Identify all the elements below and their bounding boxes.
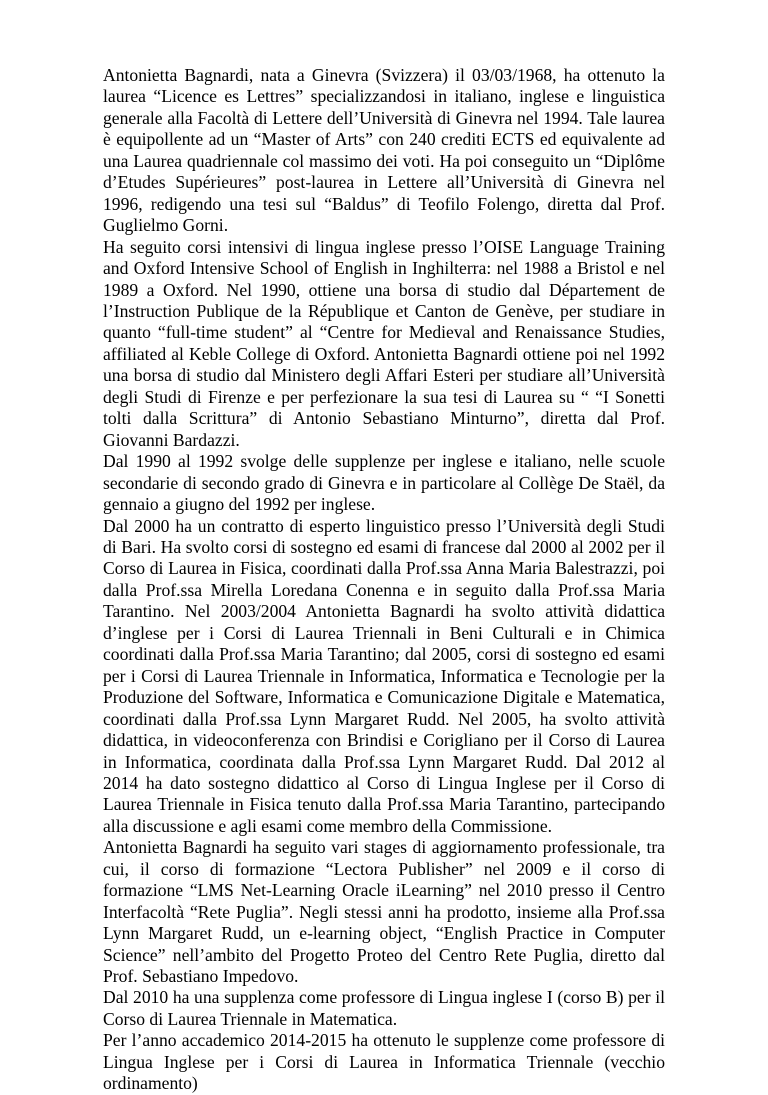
paragraph-bari-contract: Dal 2000 ha un contratto di esperto linguistico presso l’Università degli Studi di Bari. Ha svolto corsi di sostegno ed esami di francese dal 2000 al 2002 per il Corso di Laurea in Fisica, coordinati dalla Prof.ssa Anna Maria Balestrazzi, poi dalla Prof.ssa Mirella Loredana Conenna e in seguito dalla Prof.ssa Maria Tarantino. Nel 2003/2004 Antonietta Bagnardi ha svolto attività didattica d’inglese per i Corsi di Laurea Triennali in Beni Culturali e in Chimica coordinati dalla Prof.ssa Maria Tarantino; dal 2005, corsi di sostegno ed esami per i Corsi di Laurea Triennale in Informatica, Informatica e Tecnologie per la Produzione del Software, Informatica e Comunicazione Digitale e Matematica, coordinati dalla Prof.ssa Lynn Margaret Rudd. Nel 2005, ha svolto attività didattica, in videoconferenza con Brindisi e Corigliano per il Corso di Laurea in Informatica, coordinata dalla Prof.ssa Lynn Margaret Rudd. Dal 2012 al 2014 ha dato sostegno didattico al Corso di Lingua Inglese per il Corso di Laurea Triennale in Fisica tenuto dalla Prof.ssa Maria Tarantino, partecipando alla discussione e agli esami come membro della Commissione. [103, 515, 665, 836]
paragraph-language-courses: Ha seguito corsi intensivi di lingua inglese presso l’OISE Language Training and Oxford Intensive School of English in Inghilterra: nel 1988 a Bristol e nel 1989 a Oxford. Nel 1990, ottiene una borsa di studio dal Département de l’Instruction Publique de la République et Canton de Genève, per studiare in quanto “full-time student” al “Centre for Medieval and Renaissance Studies, affiliated al Keble College di Oxford. Antonietta Bagnardi ottiene poi nel 1992 una borsa di studio dal Ministero degli Affari Esteri per studiare all’Università degli Studi di Firenze e per perfezionare la sua tesi di Laurea su “ “I Sonetti tolti dalla Scrittura” di Antonio Sebastiano Minturno”, diretta dal Prof. Giovanni Bardazzi. [103, 236, 665, 450]
document-body [103, 65, 665, 1095]
paragraph-teaching-geneva: Dal 1990 al 1992 svolge delle supplenze per inglese e italiano, nelle scuole secondarie di secondo grado di Ginevra e in particolare al Collège De Staël, da gennaio a giugno del 1992 per inglese. [103, 451, 665, 515]
paragraph-education: Antonietta Bagnardi, nata a Ginevra (Svizzera) il 03/03/1968, ha ottenuto la laurea “Licence es Lettres” specializzandosi in italiano, inglese e linguistica generale alla Facoltà di Lettere dell’Università di Ginevra nel 1994. Tale laurea è equipollente ad un “Master of Arts” con 240 crediti ECTS ed equivalente ad una Laurea quadriennale col massimo dei voti. Ha poi conseguito un “Diplôme d’Etudes Supérieures” post-laurea in Lettere all’Università di Ginevra nel 1996, redigendo una tesi sul “Baldus” di Teofilo Folengo, diretta dal Prof. Guglielmo Gorni. [103, 65, 665, 236]
paragraph-mathematics: Dal 2010 ha una supplenza come professore di Lingua inglese I (corso B) per il Corso di Laurea Triennale in Matematica. [103, 987, 665, 1029]
paragraph-academic-year: Per l’anno accademico 2014-2015 ha ottenuto le supplenze come professore di Lingua Inglese per i Corsi di Laurea in Informatica Triennale (vecchio ordinamento) [103, 1030, 665, 1094]
paragraph-training: Antonietta Bagnardi ha seguito vari stages di aggiornamento professionale, tra cui, il corso di formazione “Lectora Publisher” nel 2009 e il corso di formazione “LMS Net-Learning Oracle iLearning” nel 2010 presso il Centro Interfacoltà “Rete Puglia”. Negli stessi anni ha prodotto, insieme alla Prof.ssa Lynn Margaret Rudd, un e-learning object, “English Practice in Computer Science” nell’ambito del Progetto Proteo del Centro Rete Puglia, diretto dal Prof. Sebastiano Impedovo. [103, 837, 665, 987]
